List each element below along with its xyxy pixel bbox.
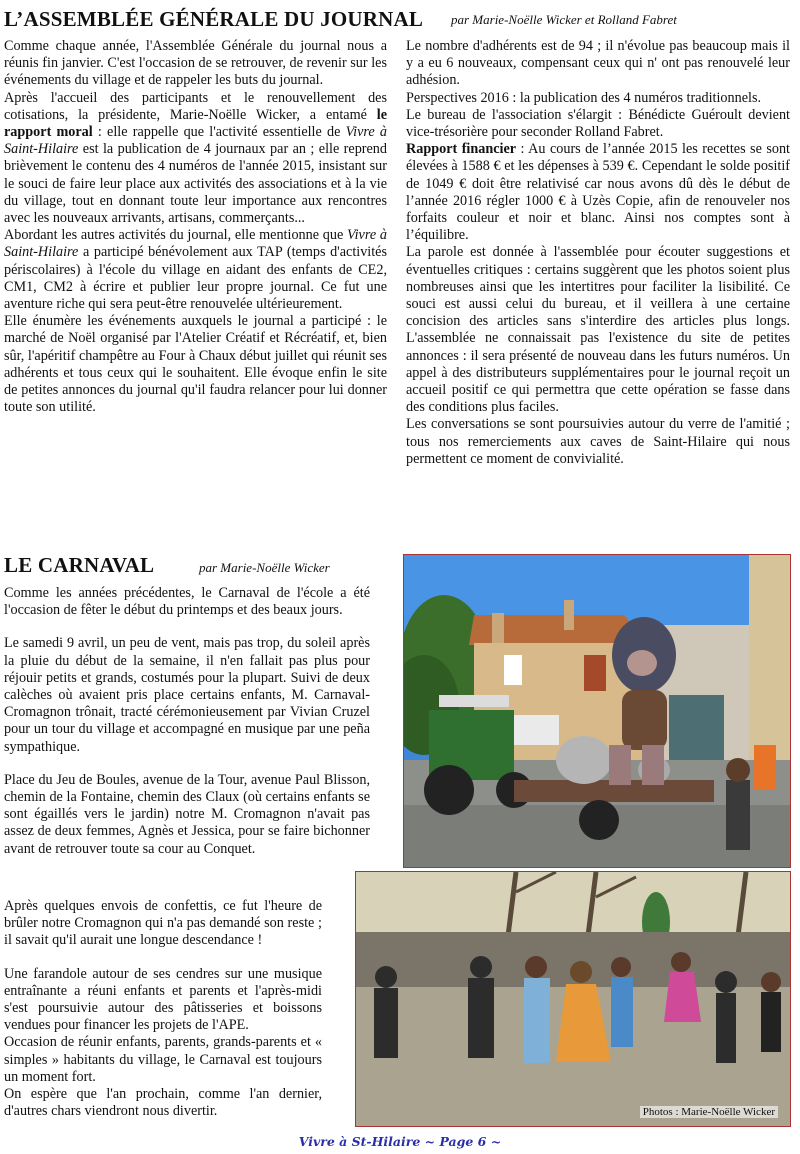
article-column-right xyxy=(406,38,790,468)
paragraph: Le samedi 9 avril, un peu de vent, mais pas trop, du soleil après la pluie du début de la semaine, il n'en fallait pas plus pour réjouir petits et grands, costumés pour la plupart. Suivi de deux calèches où avaient pris place certains enfants, M. Carnaval-Cromagnon trônait, tracté cérémonieusement par Vivian Cruzel pour un tour du village et accompagné en musique par une peña sympathique. xyxy=(4,635,370,755)
article-column-left xyxy=(4,38,387,416)
article-column-carnaval-lower xyxy=(4,898,322,1120)
article-title: L’ASSEMBLÉE GÉNÉRALE DU JOURNAL xyxy=(4,7,424,31)
paragraph: Après l'accueil des participants et le renouvellement des cotisations, la présidente, Marie-Noëlle Wicker, a entamé le rapport moral : elle rappelle que l'activité essentielle de Vivre à Saint-Hilaire est la publication de 4 journaux par an ; elle reprend brièvement le contenu des 4 numéros de l'année 2015, insistant sur le souci de faire leur place aux activités des associations et à la vie du village, tout en donnant toute leur importance aux rencontres avec les nouveaux arrivants, artisans, commerçants... xyxy=(4,89,387,227)
paragraph: Comme chaque année, l'Assemblée Générale du journal nous a réunis fin janvier. C'est l'occasion de se retrouver, de revenir sur les événements du village et de rappeler les buts du journal. xyxy=(4,38,387,89)
article-byline: par Marie-Noëlle Wicker et Rolland Fabret xyxy=(451,12,677,27)
paragraph: Occasion de réunir enfants, parents, grands-parents et « simples » habitants du village, le Carnaval est toujours un moment fort. xyxy=(4,1034,322,1085)
page-footer: Vivre à St-Hilaire ~ Page 6 ~ xyxy=(298,1134,502,1149)
dance-illustration xyxy=(356,872,790,1126)
paragraph: On espère que l'an prochain, comme l'an dernier, d'autres chars viendront nous divertir. xyxy=(4,1086,322,1120)
article-title: LE CARNAVAL xyxy=(4,553,155,577)
paragraph: Les conversations se sont poursuivies autour du verre de l'amitié ; tous nos remerciements aux caves de Saint-Hilaire qui nous permettent ce moment de convivialité. xyxy=(406,416,790,467)
paragraph: Abordant les autres activités du journal, elle mentionne que Vivre à Saint-Hilaire a participé bénévolement aux TAP (temps d'activités périscolaires) à l'école du village en aidant des enfants de CE2, CM1, CM2 à écrire et publier leur propre journal. Ce fut une aventure riche qui sera peut-être renouvelée ultérieurement. xyxy=(4,227,387,313)
paragraph: Le bureau de l'association s'élargit : Bénédicte Guéroult devient vice-trésorière pour seconder Rolland Fabret. xyxy=(406,106,790,141)
paragraph: Après quelques envois de confettis, ce fut l'heure de brûler notre Cromagnon qui n'a pas demandé son reste ; il savait qu'il aurait une longue descendance ! xyxy=(4,898,322,949)
paragraph: Elle énumère les événements auxquels le journal a participé : le marché de Noël organisé par l'Atelier Créatif et Récréatif, et, bien sûr, l'apéritif champêtre au Four à Chaux début juillet qui réunit ses adhérents et tous ceux qui le souhaitent. Elle évoque enfin le site de petites annonces du journal qu'il faudra relancer pour lui donner toute son utilité. xyxy=(4,313,387,416)
paragraph: Une farandole autour de ses cendres sur une musique entraînante a réuni enfants et parents et l'après-midi s'est poursuivie autour des pâtisseries et boissons vendues pour financer les projets de l'APE. xyxy=(4,965,322,1034)
photo-farandole-dance xyxy=(355,871,791,1127)
paragraph: La parole est donnée à l'assemblée pour écouter suggestions et éventuelles critiques : certains suggèrent que les photos soient plus nombreuses ainsi que les intertitres pour faciliter la lisibilité. Ce souci est aussi celui du bureau, et il veillera à une certaine concision des articles sans s'interdire des articles plus longs. L'assemblée ne connaissait pas l'existence du site de petites annonces : il sera présenté de nouveau dans les futurs numéros. Un appel à des distributeurs supplémentaires pour le journal reçoit un accueil positif ce qui permettra que cette opération se fasse dans des conditions plus faciles. xyxy=(406,244,790,416)
paragraph: Le nombre d'adhérents est de 94 ; il n'évolue pas beaucoup mais il y a eu 6 nouveaux, compensant ceux qui n' ont pas renouvelé leur adhésion. xyxy=(406,38,790,89)
paragraph: Perspectives 2016 : la publication des 4 numéros traditionnels. xyxy=(406,89,762,106)
paragraph: Place du Jeu de Boules, avenue de la Tour, avenue Paul Blisson, chemin de la Fontaine, chemin des Claux (où certains enfants se sont égaillés vers le jardin) notre M. Cromagnon n'avait pas assez de deux femmes, Agnès et Jessica, pour se faire bichonner avant de retrouver toute sa cour au Conquet. xyxy=(4,771,370,857)
article-byline: par Marie-Noëlle Wicker xyxy=(199,560,330,575)
article-column-carnaval-upper xyxy=(4,585,370,858)
paragraph: Rapport financier : Au cours de l’année 2015 les recettes se sont élevées à 1588 € et les dépenses à 539 €. Cependant le solde positif de 1049 € doit être relativisé car nous avons dû dès le début de l’année 2016 régler 1000 € à Uzès Copie, afin de renouveler nos forfaits couleur et noir et blanc. Ainsi nos comptes sont à l’équilibre. xyxy=(406,141,790,244)
paragraph: Comme les années précédentes, le Carnaval de l'école a été l'occasion de fêter le début du printemps et des beaux jours. xyxy=(4,585,370,619)
photo-credit: Photos : Marie-Noëlle Wicker xyxy=(640,1106,778,1118)
float-illustration xyxy=(404,555,790,867)
photo-carnival-float xyxy=(403,554,791,868)
